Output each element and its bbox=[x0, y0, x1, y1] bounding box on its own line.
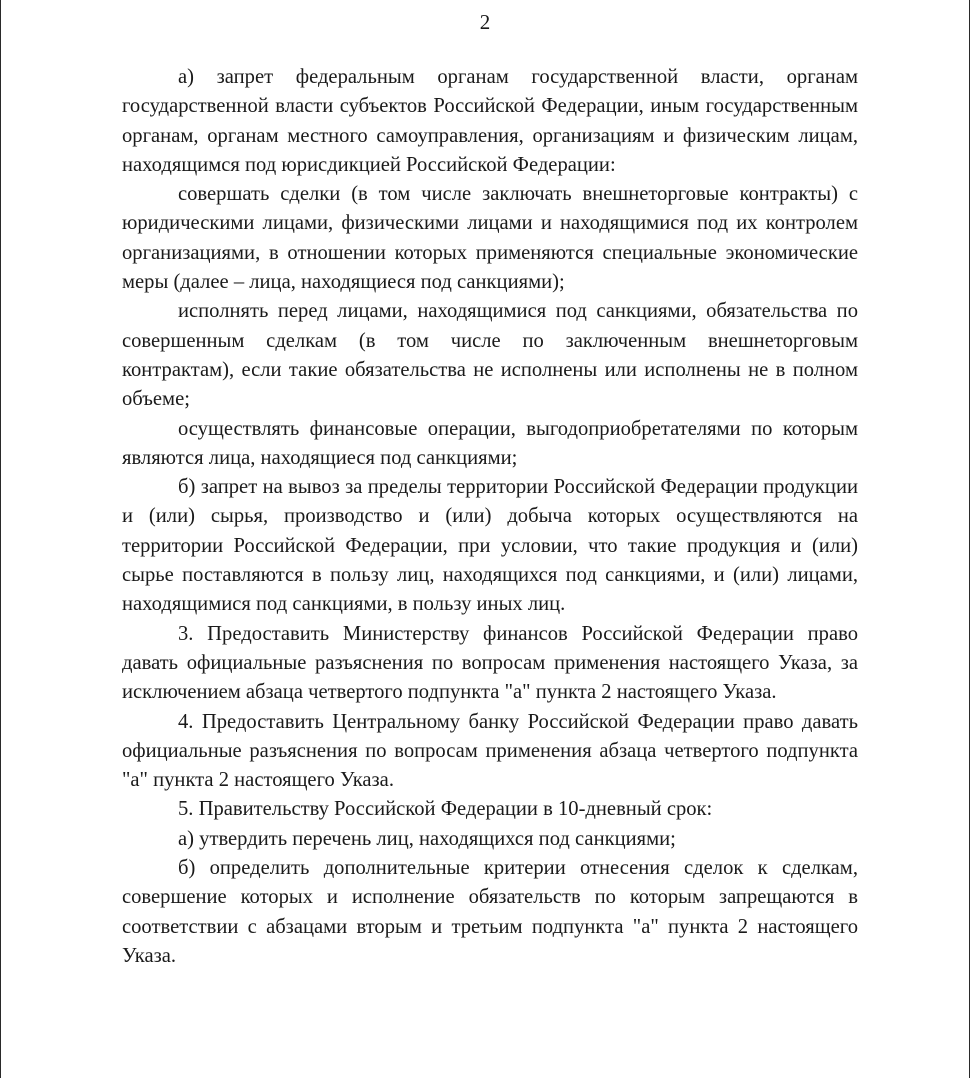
paragraph-make-transactions: совершать сделки (в том числе заключать внешнеторговые контракты) с юридическими лицами, физическими лицами и находящимися под их контролем организациями, в отношении которых применяются специальные экономические меры (далее – лица, находящиеся под санкциями); bbox=[122, 183, 858, 294]
paragraph-financial-operations: осуществлять финансовые операции, выгодоприобретателями по которым являются лица, находящиеся под санкциями; bbox=[122, 417, 858, 469]
paragraph-export-ban-b: б) запрет на вывоз за пределы территории Российской Федерации продукции и (или) сырья, производство и (или) добыча которых осуществляются на территории Российской Федерации, при условии, что такие продукция и (или) сырье поставляются в пользу лиц, находящихся под санкциями, и (или) лицами, находящимися под санкциями, в пользу иных лиц. bbox=[122, 476, 858, 616]
paragraph-prohibition-a: а) запрет федеральным органам государственной власти, органам государственной власти субъектов Российской Федерации, иным государственным органам, органам местного самоуправления, организациям и физическим лицам, находящимся под юрисдикцией Российской Федерации: bbox=[122, 66, 858, 176]
page-number: 2 bbox=[479, 10, 491, 34]
paragraph-item-5: 5. Правительству Российской Федерации в 10-дневный срок: bbox=[178, 798, 713, 821]
paragraph-item-5b: б) определить дополнительные критерии отнесения сделок к сделкам, совершение которых и исполнение обязательств по которым запрещаются в соответствии с абзацами вторым и третьим подпункта "а" пункта 2 настоящего Указа. bbox=[122, 857, 858, 967]
paragraph-fulfill-obligations: исполнять перед лицами, находящимися под санкциями, обязательства по совершенным сделкам (в том числе по заключенным внешнеторговым контрактам), если такие обязательства не исполнены или исполнены не в полном объеме; bbox=[122, 300, 858, 411]
paragraph-item-3: 3. Предоставить Министерству финансов Российской Федерации право давать официальные разъяснения по вопросам применения настоящего Указа, за исключением абзаца четвертого подпункта "а" пункта 2 настоящего Указа. bbox=[122, 622, 858, 704]
paragraph-item-4: 4. Предоставить Центральному банку Российской Федерации право давать официальные разъяснения по вопросам применения абзаца четвертого подпункта "а" пункта 2 настоящего Указа. bbox=[122, 710, 858, 792]
document-body bbox=[122, 63, 858, 971]
paragraph-item-5a: а) утвердить перечень лиц, находящихся под санкциями; bbox=[178, 827, 676, 850]
